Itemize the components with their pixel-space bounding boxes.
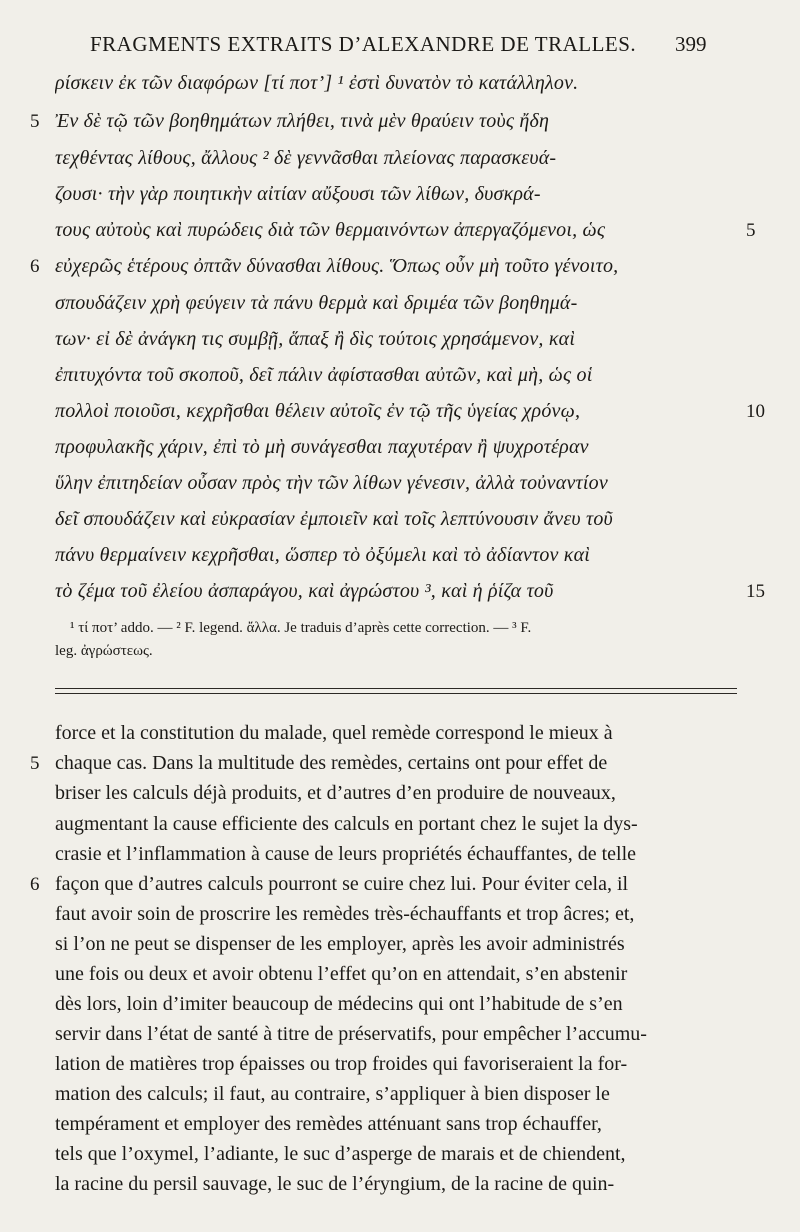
french-line: tempérament et employer des remèdes atténuant sans trop échauffer,: [55, 1113, 602, 1135]
greek-line: πάνυ θερμαίνειν κεχρῆσθαι, ὥσπερ τὸ ὀξύμελι καὶ τὸ ἀδίαντον καὶ: [55, 544, 591, 566]
greek-line: τεχθέντας λίθους, ἄλλους ² δὲ γεννᾶσθαι πλείονας παρασκευά-: [55, 147, 557, 169]
french-line: la racine du persil sauvage, le suc de l’éryngium, de la racine de quin-: [55, 1173, 615, 1195]
french-line: force et la constitution du malade, quel remède correspond le mieux à: [55, 722, 613, 744]
greek-line: προφυλακῆς χάριν, ἐπὶ τὸ μὴ συνάγεσθαι παχυτέραν ἢ ψυχροτέραν: [55, 436, 589, 458]
greek-line: τὸ ζέμα τοῦ ἐλείου ἀσπαράγου, καὶ ἀγρώστου ³, καὶ ἡ ῥίζα τοῦ: [55, 580, 554, 602]
french-line: augmentant la cause efficiente des calculs en portant chez le sujet la dys-: [55, 813, 638, 835]
greek-line: τους αὐτοὺς καὶ πυρώδεις διὰ τῶν θερμαινόντων ἀπεργαζόμενοι, ὡς: [55, 219, 606, 241]
greek-line: των· εἰ δὲ ἀνάγκη τις συμβῇ, ἅπαξ ἢ δὶς τούτοις χρησάμενον, καὶ: [55, 328, 576, 350]
french-line: lation de matières trop épaisses ou trop froides qui favoriseraient la for-: [55, 1053, 628, 1075]
running-title: FRAGMENTS EXTRAITS D’ALEXANDRE DE TRALLES.: [90, 32, 637, 56]
french-line: crasie et l’inflammation à cause de leurs propriétés échauffantes, de telle: [55, 843, 637, 865]
greek-line: πολλοὶ ποιοῦσι, κεχρῆσθαι θέλειν αὐτοῖς ἐν τῷ τῆς ὑγείας χρόνῳ,: [55, 400, 581, 422]
greek-line: ζουσι· τὴν γὰρ ποιητικὴν αἰτίαν αὔξουσι τῶν λίθων, δυσκρά-: [55, 183, 541, 205]
french-line: tels que l’oxymel, l’adiante, le suc d’asperge de marais et de chiendent,: [55, 1143, 626, 1165]
french-line: façon que d’autres calculs pourront se cuire chez lui. Pour éviter cela, il: [55, 873, 629, 895]
line-number: 10: [746, 401, 765, 422]
separator-rule: [55, 688, 737, 689]
separator-rule: [55, 693, 737, 694]
greek-line: ἐπιτυχόντα τοῦ σκοποῦ, δεῖ πάλιν ἀφίστασθαι αὐτῶν, καὶ μὴ, ὡς οἱ: [55, 364, 593, 386]
french-line: faut avoir soin de proscrire les remèdes très-échauffants et trop âcres; et,: [55, 903, 635, 925]
greek-line: ρίσκειν ἐκ τῶν διαφόρων [τί ποτ’] ¹ ἐστὶ δυνατὸν τὸ κατάλληλον.: [55, 72, 579, 94]
greek-line: ὕλην ἐπιτηδείαν οὖσαν πρὸς τὴν τῶν λίθων γένεσιν, ἀλλὰ τοὐναντίον: [55, 472, 608, 494]
greek-line: Ἐν δὲ τῷ τῶν βοηθημάτων πλήθει, τινὰ μὲν θραύειν τοὺς ἤδη: [55, 110, 550, 132]
section-marker: 5: [30, 753, 40, 774]
section-marker: 5: [30, 111, 40, 132]
greek-line: δεῖ σπουδάζειν καὶ εὐκρασίαν ἐμποιεῖν καὶ τοῖς λεπτύνουσιν ἄνευ τοῦ: [55, 508, 613, 530]
french-line: si l’on ne peut se dispenser de les employer, après les avoir administrés: [55, 933, 625, 955]
french-line: servir dans l’état de santé à titre de préservatifs, pour empêcher l’accumu-: [55, 1023, 647, 1045]
french-line: mation des calculs; il faut, au contraire, s’appliquer à bien disposer le: [55, 1083, 610, 1105]
footnotes: [55, 617, 745, 663]
page-number: 399: [675, 32, 707, 56]
footnote-line: ¹ τί ποτ’ addo. — ² F. legend. ἄλλα. Je traduis d’après cette correction. — ³ F.: [70, 620, 532, 636]
greek-line: εὐχερῶς ἑτέρους ὀπτᾶν δύνασθαι λίθους. Ὅπως οὖν μὴ τοῦτο γένοιτο,: [55, 255, 619, 277]
french-line: dès lors, loin d’imiter beaucoup de médecins qui ont l’habitude de s’en: [55, 993, 623, 1015]
french-line: une fois ou deux et avoir obtenu l’effet qu’on en attendait, s’en abstenir: [55, 963, 628, 985]
french-line: briser les calculs déjà produits, et d’autres d’en produire de nouveaux,: [55, 782, 616, 804]
running-header: [0, 26, 800, 66]
section-marker: 6: [30, 256, 40, 277]
french-line: chaque cas. Dans la multitude des remèdes, certains ont pour effet de: [55, 752, 608, 774]
greek-line: σπουδάζειν χρὴ φεύγειν τὰ πάνυ θερμὰ καὶ δριμέα τῶν βοηθημά-: [55, 292, 578, 314]
line-number: 15: [746, 581, 765, 602]
footnote-line: leg. ἀγρώστεως.: [55, 643, 153, 659]
line-number: 5: [746, 220, 756, 241]
section-marker: 6: [30, 874, 40, 895]
